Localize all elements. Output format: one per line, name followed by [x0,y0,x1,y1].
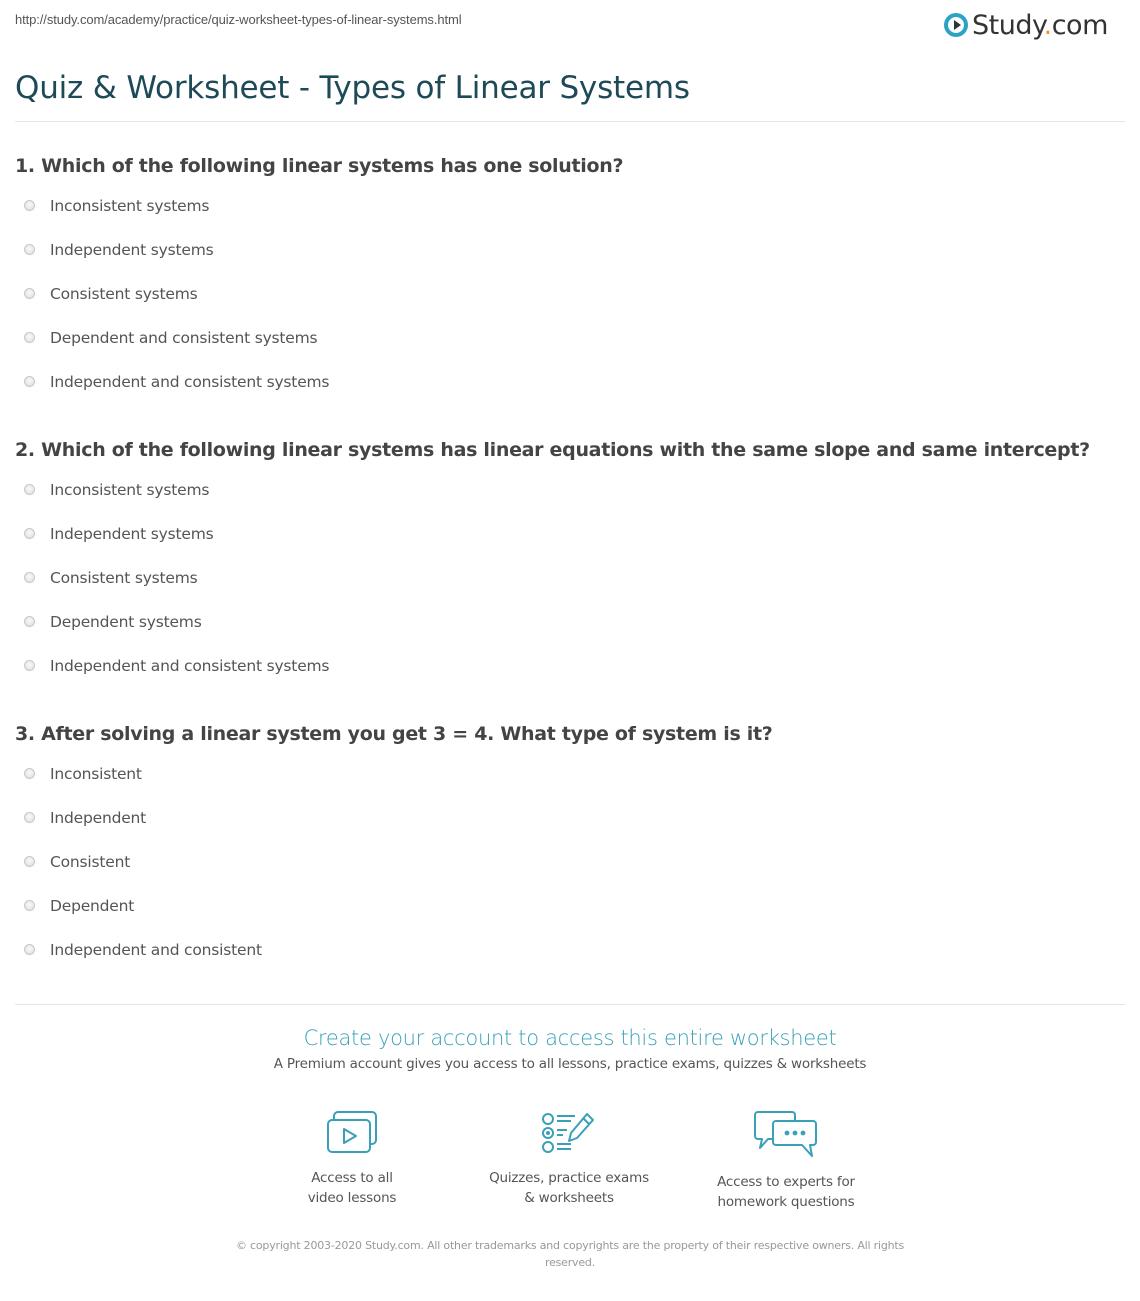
option-label: Consistent systems [50,285,198,303]
radio-button[interactable] [24,616,35,627]
option-label: Independent systems [50,525,214,543]
radio-button[interactable] [24,200,35,211]
radio-button[interactable] [24,528,35,539]
feature-video-lessons [252,1110,452,1208]
answer-option[interactable] [15,284,1125,328]
radio-button[interactable] [24,484,35,495]
question-1 [15,152,1125,416]
radio-button[interactable] [24,332,35,343]
answer-option[interactable] [15,568,1125,612]
feature-quizzes [469,1110,669,1208]
page-title: Quiz & Worksheet - Types of Linear Systems [15,70,690,106]
feature-experts [686,1110,886,1212]
answer-option[interactable] [15,764,1125,808]
feature-label: Quizzes, practice exams & worksheets [489,1170,649,1206]
question-text: 3. After solving a linear system you get 3 = 4. What type of system is it? [15,723,773,745]
feature-label: Access to experts for homework questions [717,1174,855,1210]
option-label: Consistent [50,853,131,871]
answer-option[interactable] [15,896,1125,940]
cta-divider [15,1004,1125,1005]
answer-option[interactable] [15,372,1125,416]
radio-button[interactable] [24,288,35,299]
study-com-logo[interactable] [944,8,1108,42]
option-label: Independent and consistent systems [50,373,330,391]
cta-title-link[interactable]: Create your account to access this entire worksheet [303,1026,837,1050]
feature-label: Access to all video lessons [307,1170,397,1206]
answer-option[interactable] [15,328,1125,372]
video-lessons-icon [326,1110,378,1156]
option-label: Consistent systems [50,569,198,587]
radio-button[interactable] [24,856,35,867]
option-label: Independent [50,809,147,827]
option-label: Dependent systems [50,613,202,631]
option-label: Independent and consistent systems [50,657,330,675]
answer-option[interactable] [15,656,1125,700]
radio-button[interactable] [24,660,35,671]
option-label: Dependent [50,897,135,915]
title-divider [15,121,1125,122]
question-2 [15,436,1125,700]
answer-option[interactable] [15,940,1125,984]
cta-subtitle: A Premium account gives you access to all lessons, practice exams, quizzes & worksheets [273,1056,867,1072]
radio-button[interactable] [24,900,35,911]
answer-option[interactable] [15,852,1125,896]
radio-button[interactable] [24,812,35,823]
answer-option[interactable] [15,480,1125,524]
question-text: 1. Which of the following linear systems has one solution? [15,155,624,177]
quiz-checklist-icon [541,1110,597,1156]
radio-button[interactable] [24,572,35,583]
play-logo-icon [944,13,968,37]
question-text: 2. Which of the following linear systems has linear equations with the same slope and same intercept? [15,439,1090,461]
option-label: Independent systems [50,241,214,259]
answer-option[interactable] [15,196,1125,240]
chat-bubbles-icon [754,1110,818,1160]
option-label: Inconsistent systems [50,197,210,215]
answer-option[interactable] [15,240,1125,284]
answer-options [15,764,1125,984]
option-label: Inconsistent [50,765,142,783]
radio-button[interactable] [24,768,35,779]
logo-wordmark: Study.com [972,9,1108,41]
radio-button[interactable] [24,244,35,255]
answer-option[interactable] [15,808,1125,852]
question-3 [15,720,1125,984]
page-url: http://study.com/academy/practice/quiz-worksheet-types-of-linear-systems.html [15,12,462,27]
answer-options [15,196,1125,416]
answer-option[interactable] [15,524,1125,568]
signup-cta [0,1026,1140,1072]
copyright-notice: © copyright 2003-2020 Study.com. All other trademarks and copyrights are the property of their respective owners. All rights reserved. [235,1239,905,1269]
answer-options [15,480,1125,700]
option-label: Dependent and consistent systems [50,329,318,347]
option-label: Independent and consistent [50,941,262,959]
radio-button[interactable] [24,944,35,955]
option-label: Inconsistent systems [50,481,210,499]
radio-button[interactable] [24,376,35,387]
answer-option[interactable] [15,612,1125,656]
